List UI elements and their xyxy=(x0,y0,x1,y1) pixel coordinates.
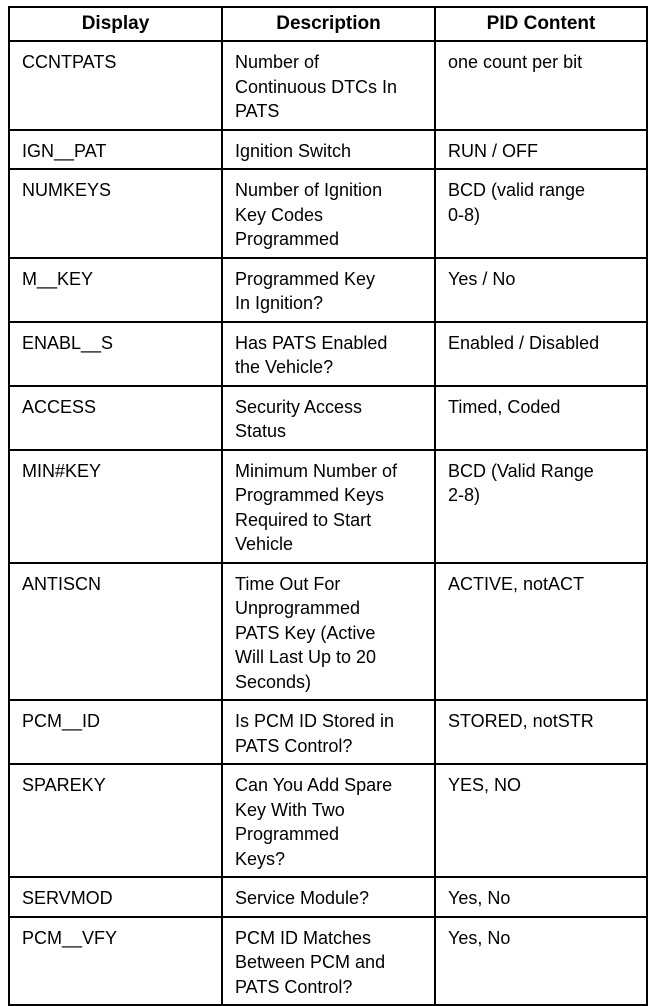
table-row xyxy=(9,322,647,386)
cell-description: Time Out For Unprogrammed PATS Key (Active Will Last Up to 20 Seconds) xyxy=(222,563,435,701)
cell-display: MIN#KEY xyxy=(9,450,222,563)
cell-pid-content: YES, NO xyxy=(435,764,647,877)
table-row xyxy=(9,386,647,450)
cell-description: Programmed Key In Ignition? xyxy=(222,258,435,322)
table-row xyxy=(9,563,647,701)
cell-description: Security Access Status xyxy=(222,386,435,450)
column-header-pid-content: PID Content xyxy=(435,7,647,41)
table-row xyxy=(9,130,647,170)
cell-display: ANTISCN xyxy=(9,563,222,701)
table-row xyxy=(9,877,647,917)
cell-display: SERVMOD xyxy=(9,877,222,917)
cell-display: PCM__VFY xyxy=(9,917,222,1006)
cell-description: Minimum Number of Programmed Keys Required to Start Vehicle xyxy=(222,450,435,563)
column-header-display: Display xyxy=(9,7,222,41)
pats-pid-table xyxy=(8,6,648,1006)
cell-pid-content: BCD (valid range 0-8) xyxy=(435,169,647,258)
cell-display: IGN__PAT xyxy=(9,130,222,170)
cell-description: PCM ID Matches Between PCM and PATS Control? xyxy=(222,917,435,1006)
cell-pid-content: Yes / No xyxy=(435,258,647,322)
cell-description: Service Module? xyxy=(222,877,435,917)
cell-pid-content: STORED, notSTR xyxy=(435,700,647,764)
cell-pid-content: RUN / OFF xyxy=(435,130,647,170)
header-row xyxy=(9,7,647,41)
cell-description: Is PCM ID Stored in PATS Control? xyxy=(222,700,435,764)
column-header-description: Description xyxy=(222,7,435,41)
cell-description: Can You Add Spare Key With Two Programmed Keys? xyxy=(222,764,435,877)
cell-display: ACCESS xyxy=(9,386,222,450)
cell-display: NUMKEYS xyxy=(9,169,222,258)
cell-description: Has PATS Enabled the Vehicle? xyxy=(222,322,435,386)
cell-pid-content: Yes, No xyxy=(435,917,647,1006)
table-row xyxy=(9,700,647,764)
cell-pid-content: Yes, No xyxy=(435,877,647,917)
cell-pid-content: ACTIVE, notACT xyxy=(435,563,647,701)
cell-pid-content: one count per bit xyxy=(435,41,647,130)
cell-description: Number of Continuous DTCs In PATS xyxy=(222,41,435,130)
table-row xyxy=(9,258,647,322)
table-row xyxy=(9,764,647,877)
cell-pid-content: BCD (Valid Range 2-8) xyxy=(435,450,647,563)
cell-display: CCNTPATS xyxy=(9,41,222,130)
cell-pid-content: Timed, Coded xyxy=(435,386,647,450)
cell-display: PCM__ID xyxy=(9,700,222,764)
table-row xyxy=(9,41,647,130)
cell-pid-content: Enabled / Disabled xyxy=(435,322,647,386)
table-row xyxy=(9,917,647,1006)
cell-description: Number of Ignition Key Codes Programmed xyxy=(222,169,435,258)
cell-display: SPAREKY xyxy=(9,764,222,877)
cell-display: ENABL__S xyxy=(9,322,222,386)
cell-description: Ignition Switch xyxy=(222,130,435,170)
table-row xyxy=(9,450,647,563)
cell-display: M__KEY xyxy=(9,258,222,322)
table-row xyxy=(9,169,647,258)
